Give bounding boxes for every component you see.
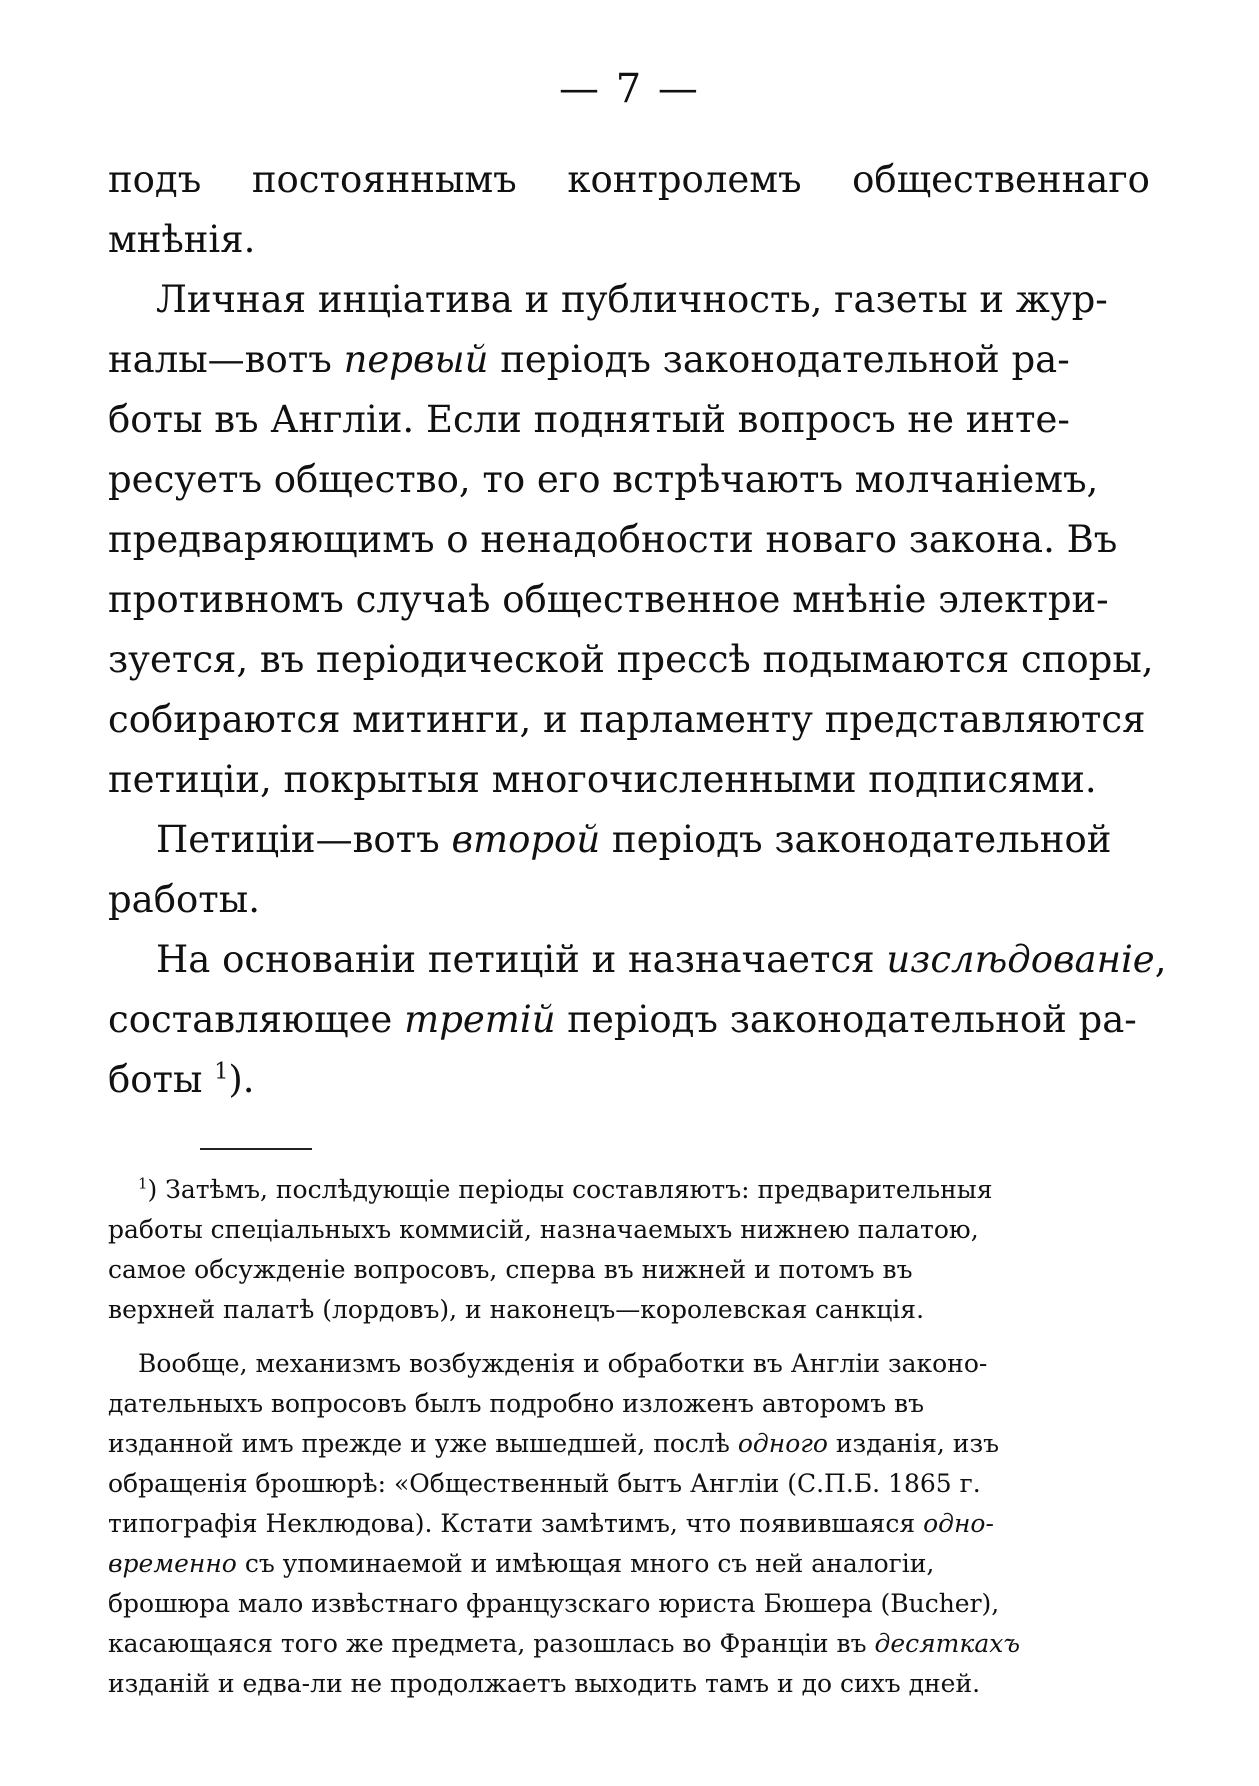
footnotes [108,1170,1150,1704]
footnote-marker: 1 [138,1174,148,1193]
emphasis: одно- [923,1509,994,1538]
text-line: боты въ Англіи. Если поднятый вопросъ не инте- [108,398,1070,441]
word: постояннымъ [251,158,517,201]
page-number: — 7 — [559,66,700,112]
word: общественнаго [852,158,1150,201]
text-line: предваряющимъ о ненадобности новаго закона. Въ [108,518,1118,561]
footnote-line: касающаяся того же предмета, разошлась во Франціи въ десяткахъ [108,1629,1020,1658]
footnote-line: работы спеціальныхъ коммисій, назначаемыхъ нижнею палатою, [108,1215,979,1244]
text-line: противномъ случаѣ общественное мнѣніе электри- [108,578,1109,621]
footnote-line: верхней палатѣ (лордовъ), и наконецъ—королевская санкція. [108,1295,925,1324]
emphasis: первый [343,338,489,381]
footnote-line: дательныхъ вопросовъ былъ подробно изложенъ авторомъ въ [108,1389,925,1418]
footnote-line: изданной имъ прежде и уже вышедшей, послѣ одного изданія, изъ [108,1429,1000,1458]
footnote-reference: 1 [214,1058,229,1085]
emphasis: десяткахъ [874,1629,1020,1658]
emphasis: третій [404,998,556,1041]
text-line: налы—вотъ первый періодъ законодательной ра- [108,338,1070,381]
footnote-line: Вообще, механизмъ возбужденія и обработки въ Англіи законо- [138,1349,988,1378]
main-text [108,150,1167,1110]
text-line: зуется, въ періодической прессѣ подымаются споры, [108,638,1154,681]
footnote-line: изданій и едва-ли не продолжаетъ выходить тамъ и до сихъ дней. [108,1669,981,1698]
word: контролемъ [567,158,802,201]
emphasis: второй [451,818,601,861]
footnote-divider [200,1148,312,1150]
emphasis: временно [108,1549,237,1578]
footnote-line: временно съ упоминаемой и имѣющая много съ ней аналогіи, [108,1549,935,1578]
word: подъ [108,158,202,201]
footnote-line: обращенія брошюрѣ: «Общественный бытъ Англіи (С.П.Б. 1865 г. [108,1469,981,1498]
text-line: Личная инціатива и публичность, газеты и жур- [156,278,1108,321]
emphasis: одного [737,1429,828,1458]
footnote-line: самое обсужденіе вопросовъ, сперва въ нижней и потомъ въ [108,1255,913,1284]
text-line: боты $^1$). [108,1058,255,1101]
text-line: Петиціи—вотъ второй періодъ законодательной [156,818,1112,861]
text-line: ресуетъ общество, то его встрѣчаютъ молчаніемъ, [108,458,1099,501]
text-line: На основаніи петицій и назначается изслѣдованіе, [156,938,1167,981]
text-line [108,150,1150,210]
footnote-line: брошюра мало извѣстнаго французскаго юриста Бюшера (Bucher), [108,1589,1000,1618]
text-line: работы. [108,878,260,921]
paragraph-gap [108,1330,1150,1344]
text-line: петиціи, покрытыя многочисленными подписями. [108,758,1097,801]
footnote-line: $^1$) Затѣмъ, послѣдующіе періоды составляютъ: предварительныя [138,1174,993,1204]
text-line: собираются митинги, и парламенту представляются [108,698,1146,741]
text-line: составляющее третій періодъ законодательной ра- [108,998,1137,1041]
emphasis: изслѣдованіе [886,938,1155,981]
footnote-line: типографія Неклюдова). Кстати замѣтимъ, что появившаяся одно- [108,1509,994,1538]
text-line: мнѣнія. [108,218,256,261]
